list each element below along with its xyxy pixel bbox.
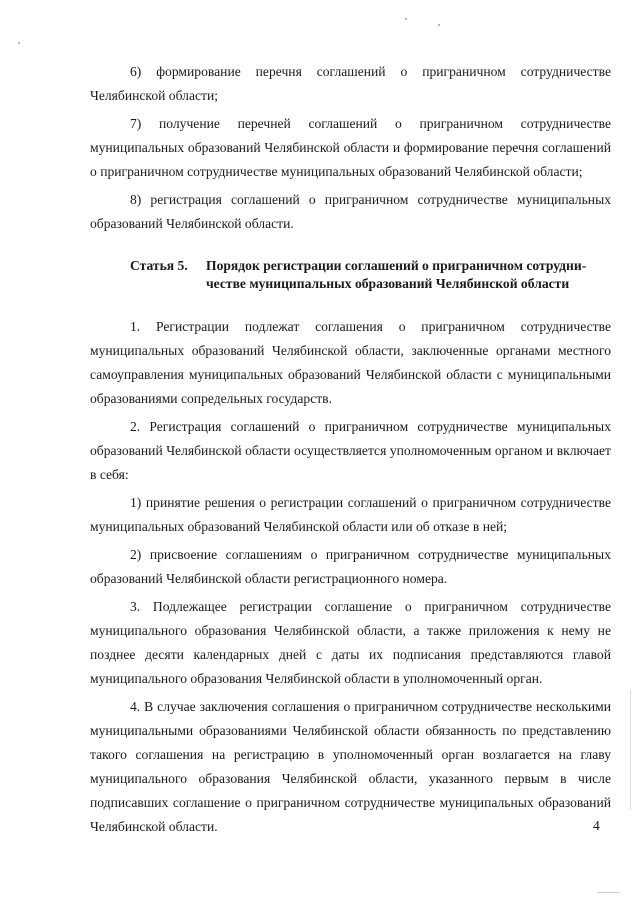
article-number: Статья 5. xyxy=(130,258,188,273)
page-number: 4 xyxy=(593,818,600,833)
paragraph-2-item-2: 2) присвоение соглашениям о приграничном сотрудничестве муниципальных образований Челябинской области регистрационного номера. xyxy=(90,547,611,586)
article-title-line-2: честве муниципальных образований Челябинской области xyxy=(206,276,570,291)
paragraph-3: 3. Подлежащее регистрации соглашение о приграничном сотрудничестве муниципального образования Челябинской области, а также приложения к нему не позднее десяти календарных дней с даты их подписания представляются главой муниципального образования Челябинской области в уполномоченный орган. xyxy=(90,599,611,686)
paragraph-2-item-1: 1) принятие решения о регистрации соглашений о приграничном сотрудничестве муниципальных образований Челябинской области или об отказе в ней; xyxy=(90,495,611,534)
paragraph-item-8: 8) регистрация соглашений о приграничном сотрудничестве муниципальных образований Челябинской области. xyxy=(90,192,611,231)
paragraph-4: 4. В случае заключения соглашения о приграничном сотрудничестве несколькими муниципальными образованиями Челябинской области обязанность по представлению такого соглашения на регистрацию в уполномоченный орган возлагается на главу муниципального образования Челябинской области, указанного первым в числе подписавших соглашение о приграничном сотрудничестве муниципальных образований Челябинской области. xyxy=(90,699,611,834)
paragraph-1: 1. Регистрации подлежат соглашения о приграничном сотрудничестве муниципальных образований Челябинской области, заключенные органами местного самоуправления муниципальных образований Челябинской области с муниципальными образованиями сопредельных государств. xyxy=(90,319,611,406)
scan-artifact xyxy=(630,690,631,810)
paragraph-item-6: 6) формирование перечня соглашений о приграничном сотрудничестве Челябинской области; xyxy=(90,64,611,103)
paragraph-2: 2. Регистрация соглашений о приграничном сотрудничестве муниципальных образований Челябинской области осуществляется уполномоченным органом и включает в себя: xyxy=(90,419,611,482)
scan-artifact xyxy=(18,42,20,44)
article-body xyxy=(90,315,611,839)
scan-artifact xyxy=(405,18,407,20)
scan-artifact xyxy=(438,24,440,26)
article-heading xyxy=(130,257,600,293)
intro-section xyxy=(90,60,611,236)
scan-artifact xyxy=(598,892,620,893)
article-title-line-1: Порядок регистрации соглашений о приграничном сотрудни- xyxy=(206,258,587,273)
article-title xyxy=(206,257,600,293)
paragraph-item-7: 7) получение перечней соглашений о приграничном сотрудничестве муниципальных образований Челябинской области и формирование перечня соглашений о приграничном сотрудничестве муниципальных образований Челябинской области; xyxy=(90,116,611,179)
